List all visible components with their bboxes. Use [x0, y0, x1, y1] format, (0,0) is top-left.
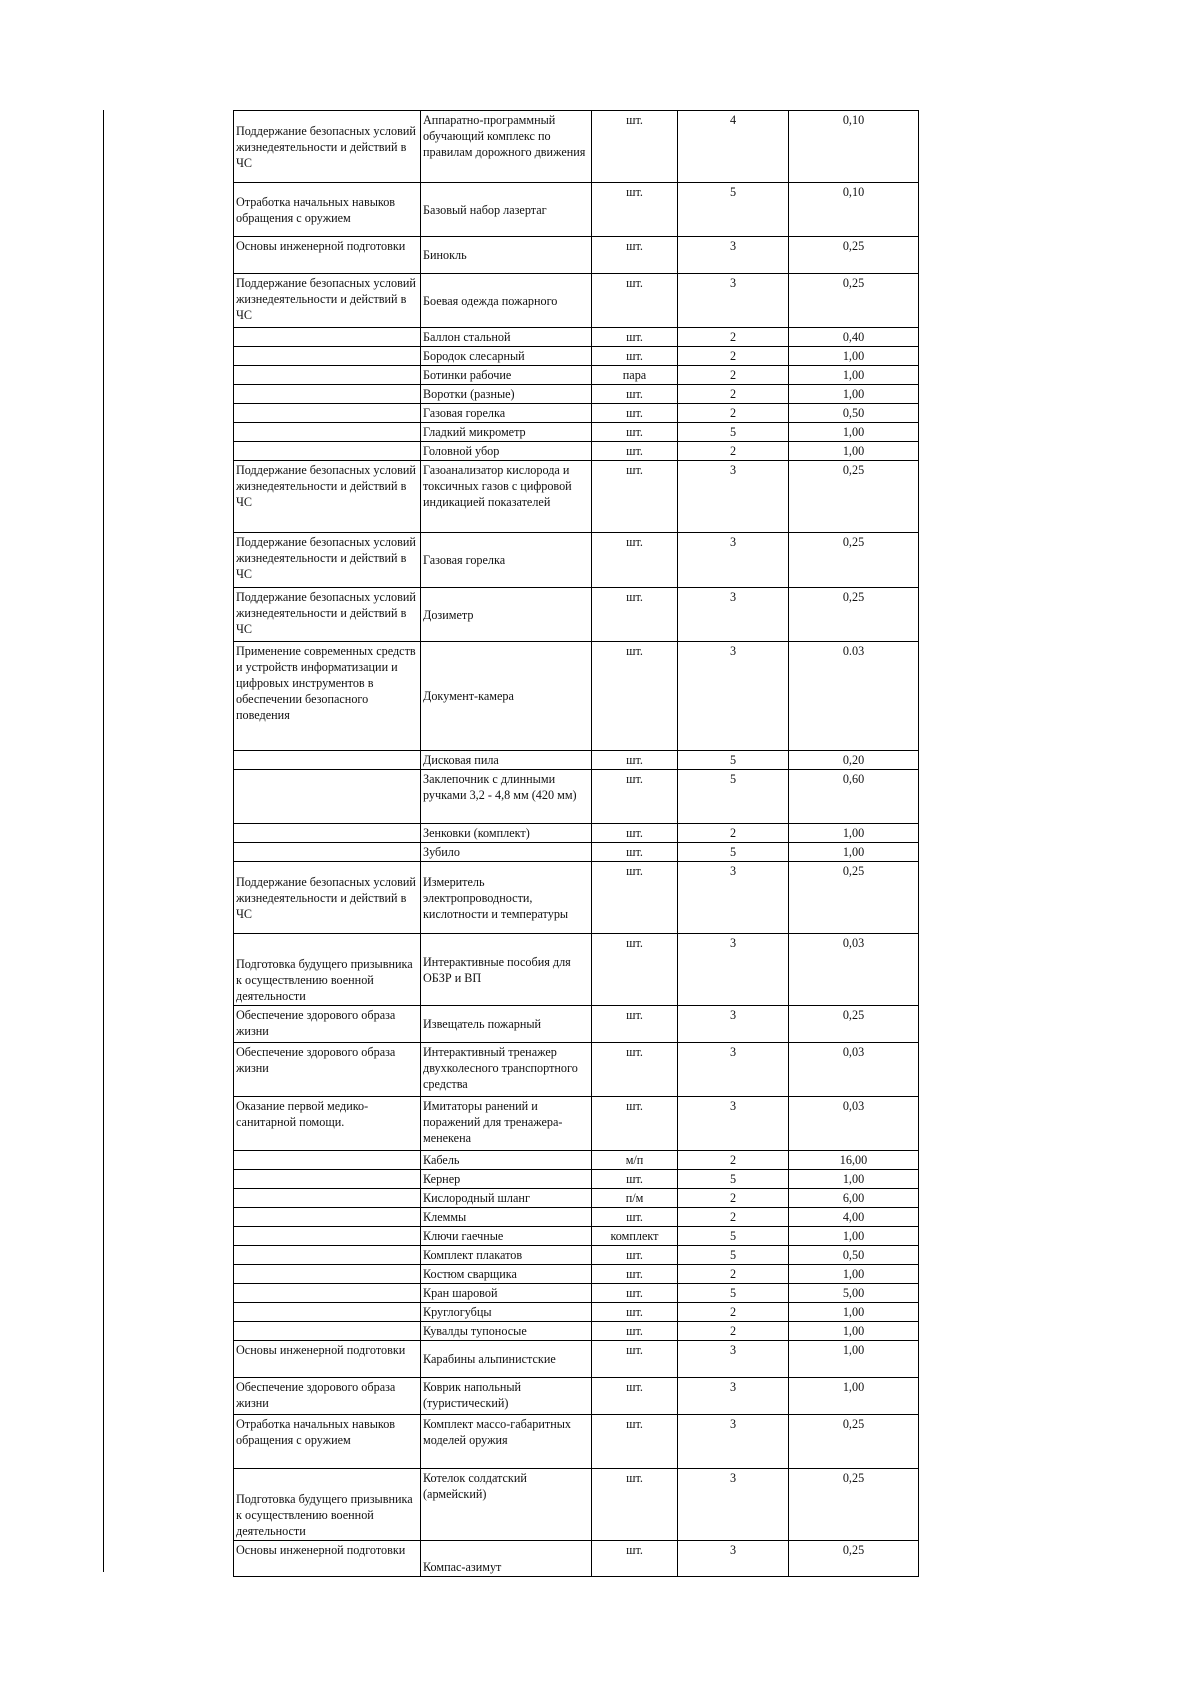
cell-qty: 3: [678, 533, 789, 588]
cell-norm: 0,25: [789, 862, 919, 934]
cell-item: Извещатель пожарный: [421, 1006, 592, 1043]
cell-purpose: Поддержание безопасных условий жизнедеятельности и действий в ЧС: [234, 533, 421, 588]
cell-norm: 1,00: [789, 366, 919, 385]
cell-unit: шт.: [592, 347, 678, 366]
cell-purpose: [234, 824, 421, 843]
table-row: [234, 461, 919, 533]
table-row: [234, 533, 919, 588]
cell-purpose: [234, 1322, 421, 1341]
cell-unit: шт.: [592, 843, 678, 862]
cell-unit: шт.: [592, 111, 678, 183]
cell-qty: 2: [678, 1265, 789, 1284]
cell-unit: шт.: [592, 461, 678, 533]
cell-qty: 3: [678, 1341, 789, 1378]
cell-qty: 2: [678, 1151, 789, 1170]
cell-item: Костюм сварщика: [421, 1265, 592, 1284]
cell-norm: 1,00: [789, 1170, 919, 1189]
cell-qty: 3: [678, 862, 789, 934]
cell-purpose: Подготовка будущего призывника к осуществлению военной деятельности: [234, 934, 421, 1006]
table-row: [234, 1227, 919, 1246]
cell-norm: 16,00: [789, 1151, 919, 1170]
cell-norm: 0,03: [789, 934, 919, 1006]
cell-norm: 4,00: [789, 1208, 919, 1227]
cell-unit: комплект: [592, 1227, 678, 1246]
cell-unit: шт.: [592, 183, 678, 237]
table-row: [234, 328, 919, 347]
cell-qty: 2: [678, 824, 789, 843]
cell-item: Документ-камера: [421, 642, 592, 751]
cell-unit: шт.: [592, 1415, 678, 1469]
cell-purpose: Отработка начальных навыков обращения с оружием: [234, 1415, 421, 1469]
cell-norm: 0,20: [789, 751, 919, 770]
cell-purpose: [234, 328, 421, 347]
cell-norm: 1,00: [789, 1227, 919, 1246]
cell-qty: 5: [678, 1170, 789, 1189]
cell-qty: 3: [678, 934, 789, 1006]
cell-unit: шт.: [592, 1208, 678, 1227]
table-row: [234, 1341, 919, 1378]
cell-norm: 0,60: [789, 770, 919, 824]
cell-norm: 0,25: [789, 237, 919, 274]
cell-unit: шт.: [592, 770, 678, 824]
cell-purpose: Подготовка будущего призывника к осуществлению военной деятельности: [234, 1469, 421, 1541]
cell-item: Измеритель электропроводности, кислотности и температуры: [421, 862, 592, 934]
cell-qty: 2: [678, 347, 789, 366]
cell-qty: 2: [678, 385, 789, 404]
cell-item: Воротки (разные): [421, 385, 592, 404]
table-row: [234, 751, 919, 770]
cell-item: Кабель: [421, 1151, 592, 1170]
cell-qty: 2: [678, 1303, 789, 1322]
table-row: [234, 366, 919, 385]
cell-unit: шт.: [592, 533, 678, 588]
cell-item: Котелок солдатский (армейский): [421, 1469, 592, 1541]
table-row: [234, 1043, 919, 1097]
table-row: [234, 1322, 919, 1341]
cell-item: Интерактивный тренажер двухколесного транспортного средства: [421, 1043, 592, 1097]
cell-qty: 3: [678, 274, 789, 328]
equipment-table: [233, 110, 919, 1577]
cell-unit: шт.: [592, 1170, 678, 1189]
cell-norm: 0,03: [789, 1043, 919, 1097]
cell-qty: 2: [678, 1208, 789, 1227]
cell-purpose: [234, 1227, 421, 1246]
cell-unit: шт.: [592, 642, 678, 751]
cell-norm: 0,10: [789, 183, 919, 237]
table-row: [234, 934, 919, 1006]
cell-item: Компас-азимут: [421, 1541, 592, 1577]
cell-item: Клеммы: [421, 1208, 592, 1227]
cell-purpose: [234, 385, 421, 404]
cell-item: Круглогубцы: [421, 1303, 592, 1322]
cell-unit: шт.: [592, 423, 678, 442]
cell-unit: шт.: [592, 1006, 678, 1043]
table-row: [234, 1246, 919, 1265]
cell-purpose: Основы инженерной подготовки: [234, 1341, 421, 1378]
cell-unit: шт.: [592, 934, 678, 1006]
cell-item: Интерактивные пособия для ОБЗР и ВП: [421, 934, 592, 1006]
cell-purpose: [234, 1189, 421, 1208]
cell-unit: шт.: [592, 1322, 678, 1341]
cell-norm: 1,00: [789, 1341, 919, 1378]
cell-norm: 0,25: [789, 1541, 919, 1577]
cell-purpose: [234, 442, 421, 461]
table-row: [234, 843, 919, 862]
cell-purpose: [234, 1151, 421, 1170]
cell-qty: 5: [678, 1246, 789, 1265]
table-row: [234, 1208, 919, 1227]
cell-qty: 5: [678, 770, 789, 824]
cell-norm: 5,00: [789, 1284, 919, 1303]
table-row: [234, 347, 919, 366]
table-row: [234, 237, 919, 274]
cell-item: Дозиметр: [421, 588, 592, 642]
table-row: [234, 1006, 919, 1043]
cell-qty: 3: [678, 1378, 789, 1415]
table-row: [234, 442, 919, 461]
cell-norm: 0.03: [789, 642, 919, 751]
table-row: [234, 385, 919, 404]
cell-purpose: Поддержание безопасных условий жизнедеятельности и действий в ЧС: [234, 862, 421, 934]
table-row: [234, 1415, 919, 1469]
cell-norm: 0,40: [789, 328, 919, 347]
cell-norm: 0,25: [789, 588, 919, 642]
cell-norm: 1,00: [789, 1322, 919, 1341]
cell-purpose: Поддержание безопасных условий жизнедеятельности и действий в ЧС: [234, 274, 421, 328]
cell-norm: 1,00: [789, 442, 919, 461]
cell-norm: 0,25: [789, 461, 919, 533]
cell-item: Баллон стальной: [421, 328, 592, 347]
cell-item: Бородок слесарный: [421, 347, 592, 366]
cell-unit: шт.: [592, 1246, 678, 1265]
cell-purpose: Применение современных средств и устройств информатизации и цифровых инструментов в обеспечении безопасного поведения: [234, 642, 421, 751]
cell-purpose: [234, 1303, 421, 1322]
table-row: [234, 1284, 919, 1303]
table-row: [234, 770, 919, 824]
table-row: [234, 1151, 919, 1170]
cell-qty: 5: [678, 843, 789, 862]
cell-qty: 5: [678, 1227, 789, 1246]
cell-norm: 0,25: [789, 274, 919, 328]
cell-purpose: Оказание первой медико-санитарной помощи.: [234, 1097, 421, 1151]
table-row: [234, 404, 919, 423]
table-row: [234, 642, 919, 751]
cell-qty: 3: [678, 1006, 789, 1043]
table-row: [234, 824, 919, 843]
cell-norm: 1,00: [789, 1378, 919, 1415]
cell-qty: 3: [678, 1541, 789, 1577]
cell-purpose: [234, 1208, 421, 1227]
table-row: [234, 1189, 919, 1208]
cell-purpose: Обеспечение здорового образа жизни: [234, 1043, 421, 1097]
cell-qty: 5: [678, 1284, 789, 1303]
cell-purpose: [234, 1246, 421, 1265]
table-row: [234, 1303, 919, 1322]
cell-norm: 1,00: [789, 843, 919, 862]
cell-unit: шт.: [592, 274, 678, 328]
cell-item: Дисковая пила: [421, 751, 592, 770]
cell-item: Комплект массо-габаритных моделей оружия: [421, 1415, 592, 1469]
cell-item: Ботинки рабочие: [421, 366, 592, 385]
cell-norm: 1,00: [789, 347, 919, 366]
cell-qty: 2: [678, 442, 789, 461]
cell-purpose: Обеспечение здорового образа жизни: [234, 1378, 421, 1415]
cell-unit: шт.: [592, 1469, 678, 1541]
cell-unit: шт.: [592, 862, 678, 934]
cell-purpose: [234, 404, 421, 423]
cell-item: Кернер: [421, 1170, 592, 1189]
cell-unit: шт.: [592, 1043, 678, 1097]
cell-item: Бинокль: [421, 237, 592, 274]
cell-item: Кран шаровой: [421, 1284, 592, 1303]
cell-unit: шт.: [592, 237, 678, 274]
cell-item: Кислородный шланг: [421, 1189, 592, 1208]
cell-norm: 0,10: [789, 111, 919, 183]
cell-item: Заклепочник с длинными ручками 3,2 - 4,8 мм (420 мм): [421, 770, 592, 824]
cell-item: Базовый набор лазертаг: [421, 183, 592, 237]
cell-unit: шт.: [592, 1284, 678, 1303]
cell-item: Головной убор: [421, 442, 592, 461]
cell-unit: шт.: [592, 404, 678, 423]
cell-norm: 0,25: [789, 533, 919, 588]
cell-unit: шт.: [592, 385, 678, 404]
cell-purpose: [234, 1265, 421, 1284]
cell-unit: шт.: [592, 1303, 678, 1322]
table-row: [234, 1170, 919, 1189]
cell-qty: 3: [678, 642, 789, 751]
table-row: [234, 1265, 919, 1284]
cell-qty: 2: [678, 1189, 789, 1208]
cell-norm: 1,00: [789, 1265, 919, 1284]
cell-item: Аппаратно-программный обучающий комплекс по правилам дорожного движения: [421, 111, 592, 183]
cell-qty: 5: [678, 751, 789, 770]
cell-qty: 2: [678, 1322, 789, 1341]
cell-unit: шт.: [592, 442, 678, 461]
cell-norm: 0,25: [789, 1006, 919, 1043]
cell-item: Газовая горелка: [421, 533, 592, 588]
cell-purpose: [234, 843, 421, 862]
cell-unit: шт.: [592, 588, 678, 642]
cell-qty: 3: [678, 237, 789, 274]
cell-purpose: Отработка начальных навыков обращения с оружием: [234, 183, 421, 237]
cell-norm: 1,00: [789, 385, 919, 404]
cell-norm: 1,00: [789, 1303, 919, 1322]
cell-item: Карабины альпинистские: [421, 1341, 592, 1378]
table-row: [234, 588, 919, 642]
table-row: [234, 862, 919, 934]
cell-qty: 3: [678, 588, 789, 642]
cell-item: Ключи гаечные: [421, 1227, 592, 1246]
cell-unit: шт.: [592, 1541, 678, 1577]
cell-qty: 5: [678, 183, 789, 237]
cell-unit: шт.: [592, 328, 678, 347]
cell-item: Газоанализатор кислорода и токсичных газов с цифровой индикацией показателей: [421, 461, 592, 533]
cell-item: Боевая одежда пожарного: [421, 274, 592, 328]
cell-qty: 2: [678, 404, 789, 423]
table-row: [234, 1378, 919, 1415]
cell-unit: м/п: [592, 1151, 678, 1170]
cell-norm: 0,03: [789, 1097, 919, 1151]
cell-norm: 1,00: [789, 824, 919, 843]
cell-qty: 3: [678, 461, 789, 533]
cell-qty: 3: [678, 1097, 789, 1151]
cell-item: Гладкий микрометр: [421, 423, 592, 442]
table-row: [234, 111, 919, 183]
cell-item: Коврик напольный (туристический): [421, 1378, 592, 1415]
cell-qty: 2: [678, 328, 789, 347]
cell-purpose: Основы инженерной подготовки: [234, 1541, 421, 1577]
cell-purpose: Обеспечение здорового образа жизни: [234, 1006, 421, 1043]
cell-qty: 3: [678, 1415, 789, 1469]
cell-unit: шт.: [592, 751, 678, 770]
cell-purpose: [234, 423, 421, 442]
cell-purpose: [234, 770, 421, 824]
cell-unit: шт.: [592, 1378, 678, 1415]
table-row: [234, 1097, 919, 1151]
table-row: [234, 183, 919, 237]
cell-purpose: Основы инженерной подготовки: [234, 237, 421, 274]
cell-norm: 0,25: [789, 1469, 919, 1541]
cell-purpose: [234, 1170, 421, 1189]
cell-unit: шт.: [592, 1265, 678, 1284]
equipment-table-body: [234, 111, 919, 1577]
cell-purpose: [234, 751, 421, 770]
cell-purpose: [234, 366, 421, 385]
cell-unit: шт.: [592, 824, 678, 843]
cell-unit: шт.: [592, 1097, 678, 1151]
table-row: [234, 274, 919, 328]
left-margin-rule: [103, 110, 104, 1572]
cell-qty: 2: [678, 366, 789, 385]
cell-unit: шт.: [592, 1341, 678, 1378]
cell-qty: 3: [678, 1469, 789, 1541]
cell-norm: 0,50: [789, 404, 919, 423]
cell-qty: 5: [678, 423, 789, 442]
cell-item: Комплект плакатов: [421, 1246, 592, 1265]
cell-purpose: [234, 347, 421, 366]
table-row: [234, 1469, 919, 1541]
cell-norm: 6,00: [789, 1189, 919, 1208]
cell-item: Зубило: [421, 843, 592, 862]
cell-purpose: Поддержание безопасных условий жизнедеятельности и действий в ЧС: [234, 111, 421, 183]
table-row: [234, 423, 919, 442]
cell-unit: пара: [592, 366, 678, 385]
cell-norm: 0,25: [789, 1415, 919, 1469]
cell-item: Имитаторы ранений и поражений для тренажера-менекена: [421, 1097, 592, 1151]
cell-purpose: Поддержание безопасных условий жизнедеятельности и действий в ЧС: [234, 588, 421, 642]
table-row: [234, 1541, 919, 1577]
cell-purpose: Поддержание безопасных условий жизнедеятельности и действий в ЧС: [234, 461, 421, 533]
cell-qty: 3: [678, 1043, 789, 1097]
cell-norm: 1,00: [789, 423, 919, 442]
cell-item: Кувалды тупоносые: [421, 1322, 592, 1341]
cell-norm: 0,50: [789, 1246, 919, 1265]
cell-item: Зенковки (комплект): [421, 824, 592, 843]
cell-item: Газовая горелка: [421, 404, 592, 423]
cell-unit: п/м: [592, 1189, 678, 1208]
cell-purpose: [234, 1284, 421, 1303]
cell-qty: 4: [678, 111, 789, 183]
